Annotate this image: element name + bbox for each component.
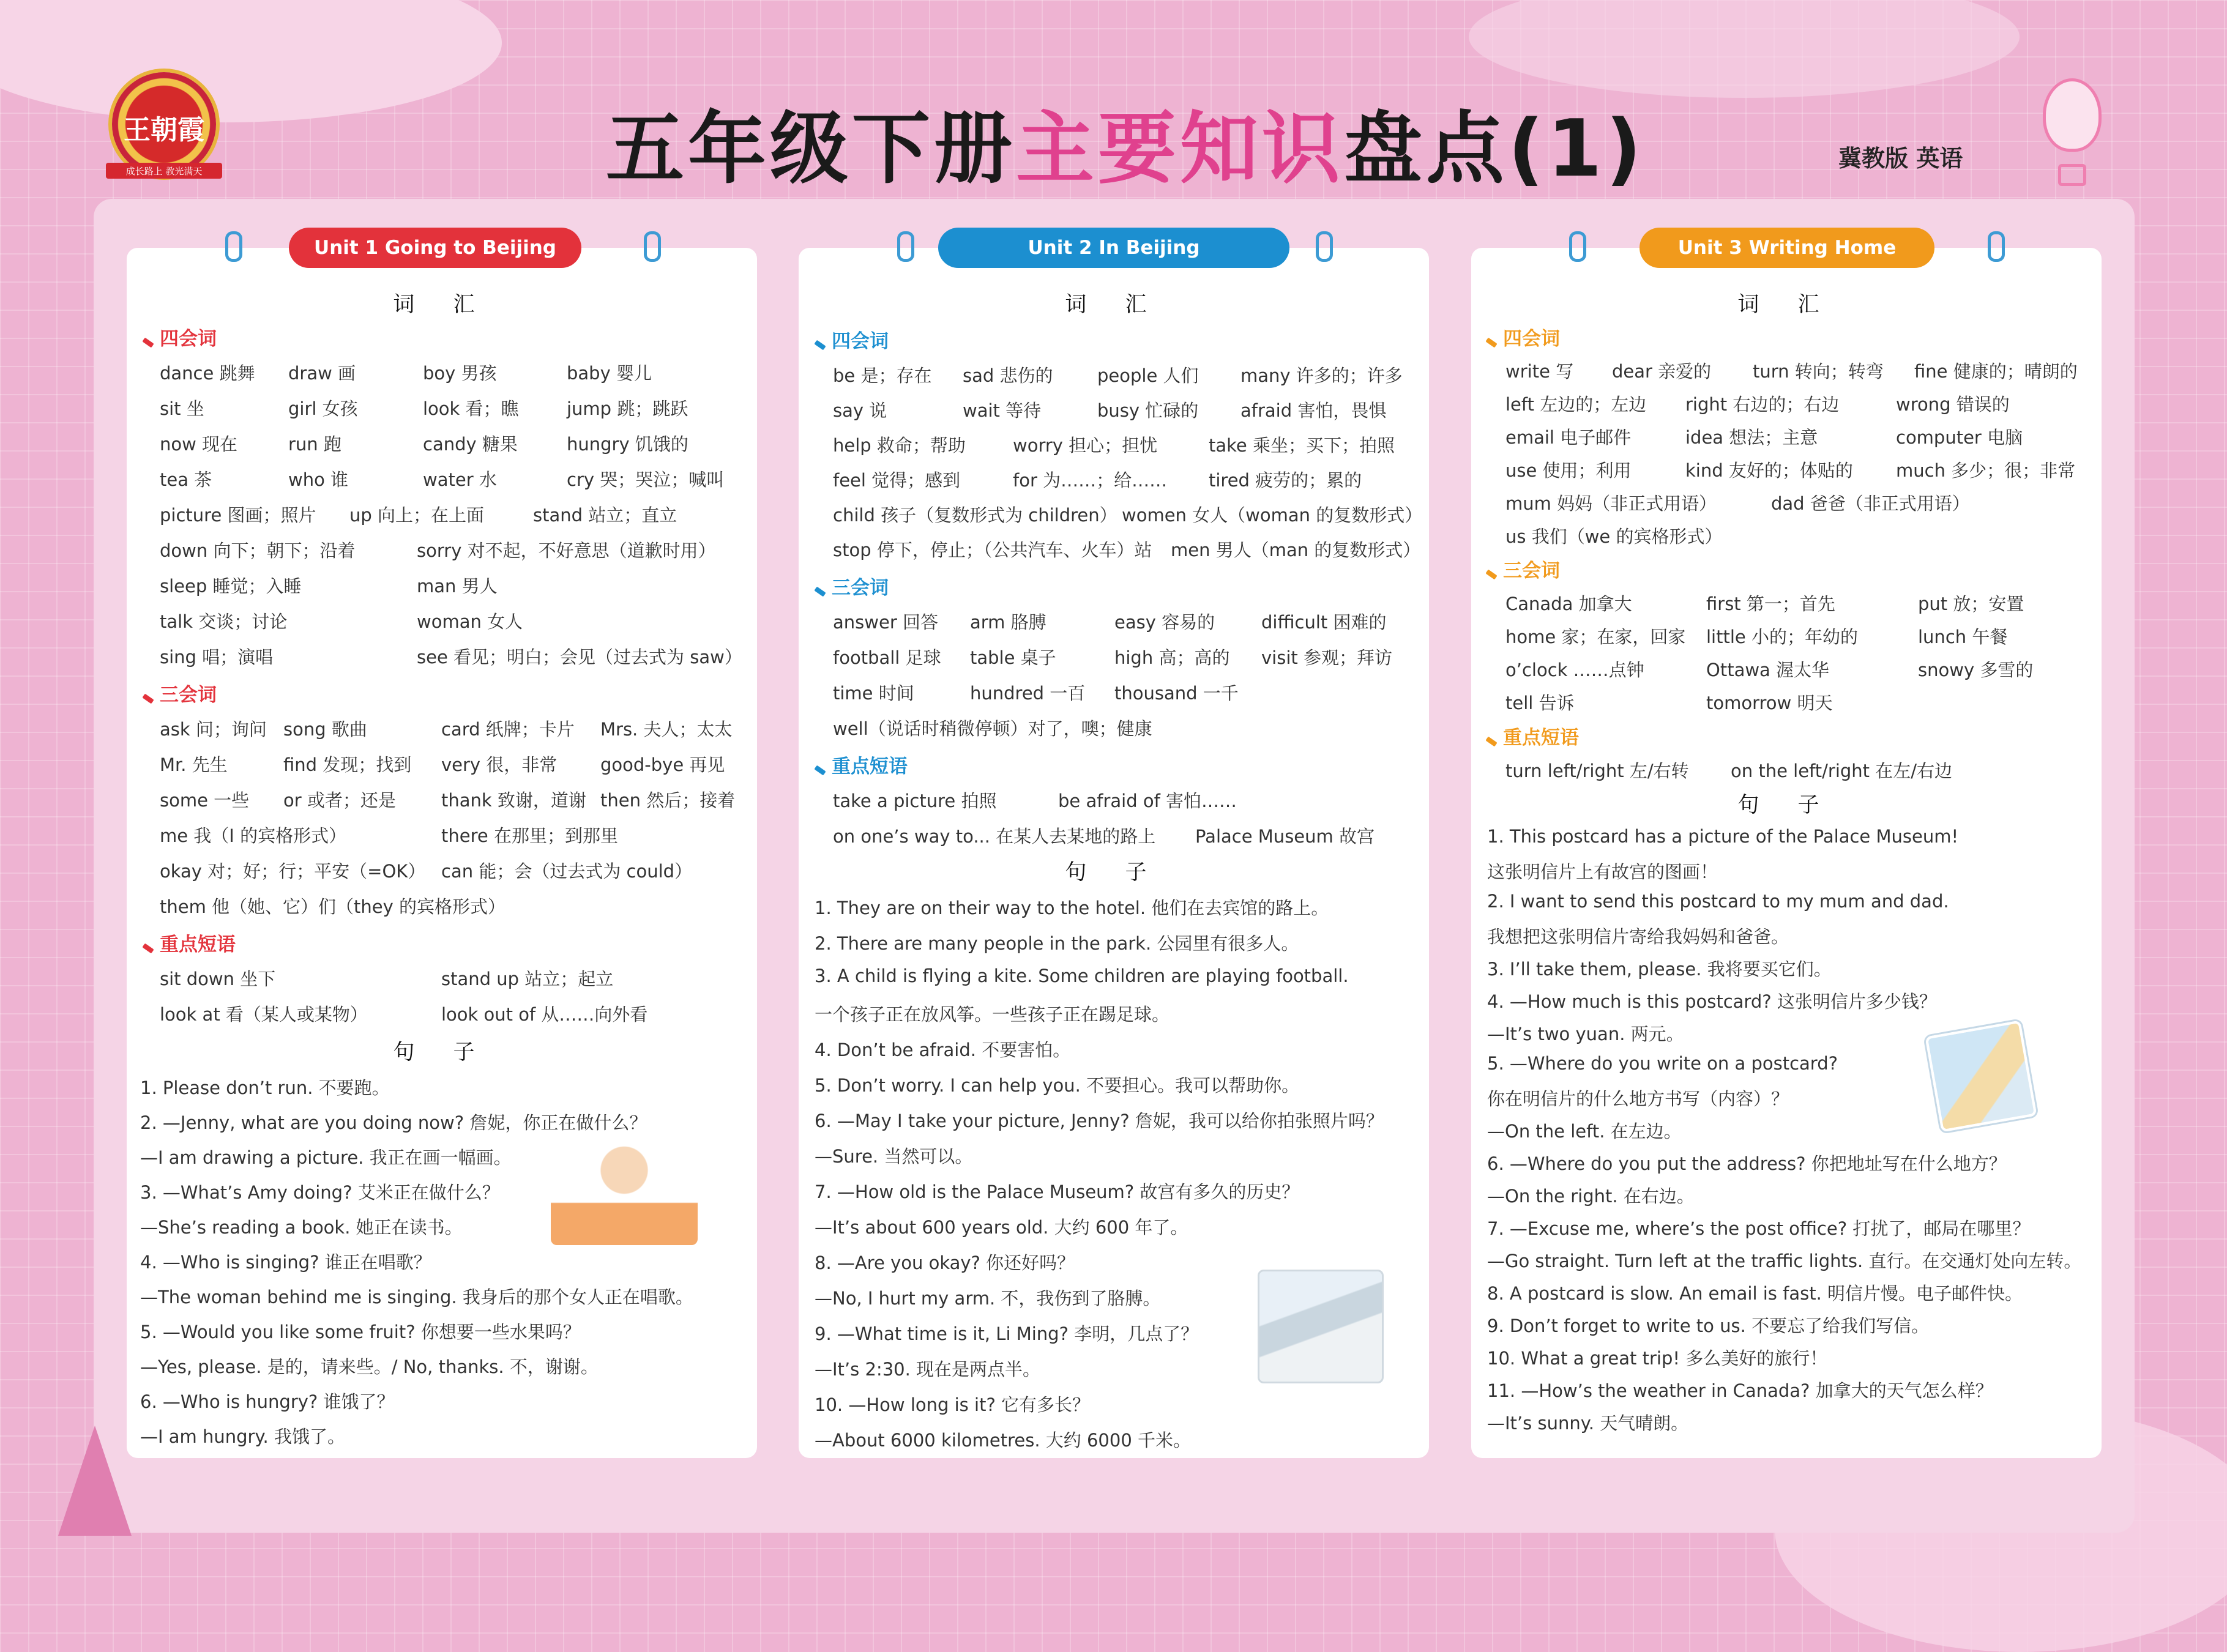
unit1-four-heading: 四会词 bbox=[143, 323, 217, 351]
vocab-item: dance 跳舞 bbox=[160, 363, 255, 384]
vocab-item: easy 容易的 bbox=[1114, 612, 1215, 633]
sentence-line: —Yes, please. 是的，请来些。/ No, thanks. 不，谢谢。 bbox=[140, 1356, 599, 1377]
sentence-line: —On the left. 在左边。 bbox=[1487, 1121, 1682, 1142]
unit3-four-heading: 四会词 bbox=[1486, 323, 1560, 351]
unit1-card bbox=[127, 248, 757, 1458]
vocab-item: sleep 睡觉；入睡 bbox=[160, 576, 302, 597]
vocab-item: down 向下；朝下；沿着 bbox=[160, 540, 356, 561]
vocab-item: thank 致谢，道谢 bbox=[441, 790, 586, 811]
sentence-line: —It’s sunny. 天气晴朗。 bbox=[1487, 1413, 1689, 1434]
sentence-line: 2. I want to send this postcard to my mum and dad. bbox=[1487, 891, 1949, 912]
vocab-item: use 使用；利用 bbox=[1505, 460, 1632, 481]
vocab-item: tea 茶 bbox=[160, 469, 212, 490]
sentence-line: 8. —Are you okay? 你还好吗？ bbox=[815, 1252, 1075, 1273]
vocab-item: tired 疲劳的；累的 bbox=[1209, 470, 1362, 491]
sentence-line: 5. Don’t worry. I can help you. 不要担心。我可以帮助你。 bbox=[815, 1075, 1300, 1096]
sentence-line: —Go straight. Turn left at the traffic lights. 直行。在交通灯处向左转。 bbox=[1487, 1251, 2082, 1271]
vocab-item: child 孩子（复数形式为 children） bbox=[833, 505, 1117, 526]
sentence-line: —It’s 2:30. 现在是两点半。 bbox=[815, 1359, 1041, 1380]
vocab-item: football 足球 bbox=[833, 647, 941, 668]
vocab-item: snowy 多雪的 bbox=[1918, 660, 2034, 680]
vocab-item: first 第一；首先 bbox=[1706, 593, 1835, 614]
vocab-item: wait 等待 bbox=[963, 400, 1042, 421]
vocab-item: dad 爸爸（非正式用语） bbox=[1771, 493, 1970, 514]
phrase-item: look out of 从……向外看 bbox=[441, 1004, 648, 1025]
vocab-item: okay 对；好；行；平安（=OK） bbox=[160, 861, 426, 882]
vocab-item: sorry 对不起，不好意思（道歉时用） bbox=[417, 540, 716, 561]
hot-air-balloon-icon bbox=[2043, 78, 2102, 152]
sentence-line: —About 6000 kilometres. 大约 6000 千米。 bbox=[815, 1430, 1192, 1451]
vocab-item: women 女人（woman 的复数形式） bbox=[1122, 505, 1423, 526]
sentence-line: 1. They are on their way to the hotel. 他们在去宾馆的路上。 bbox=[815, 898, 1329, 918]
vocab-item: look 看；瞧 bbox=[423, 398, 519, 419]
brand-logo bbox=[112, 72, 216, 176]
vocab-item: difficult 困难的 bbox=[1261, 612, 1387, 633]
vocab-item: turn 转向；转弯 bbox=[1753, 361, 1884, 382]
vocab-item: little 小的；年幼的 bbox=[1706, 627, 1858, 647]
sentence-line: 5. —Where do you write on a postcard? bbox=[1487, 1053, 1838, 1074]
balloon-basket-icon bbox=[2058, 164, 2086, 186]
sentence-line: —I am hungry. 我饿了。 bbox=[140, 1426, 345, 1447]
vocab-item: Canada 加拿大 bbox=[1505, 593, 1632, 614]
vocab-item: girl 女孩 bbox=[288, 398, 358, 419]
sentence-line: 7. —How old is the Palace Museum? 故宫有多久的历史？ bbox=[815, 1181, 1300, 1202]
vocab-item: home 家；在家，回家 bbox=[1505, 627, 1686, 647]
vocab-item: men 男人（man 的复数形式） bbox=[1171, 540, 1421, 560]
vocab-item: see 看见；明白；会见（过去式为 saw） bbox=[417, 647, 742, 668]
vocab-item: sing 唱；演唱 bbox=[160, 647, 274, 668]
vocab-item: Ottawa 渥太华 bbox=[1706, 660, 1830, 680]
unit3-label: Unit 3 Writing Home bbox=[1639, 228, 1934, 268]
vocab-item: left 左边的；左边 bbox=[1505, 394, 1647, 415]
edition-label: 冀教版 英语 bbox=[1838, 145, 1963, 172]
vocab-item: arm 胳膊 bbox=[970, 612, 1046, 633]
sentence-line: 2. There are many people in the park. 公园里有很多人。 bbox=[815, 933, 1299, 954]
sentence-line: —The woman behind me is singing. 我身后的那个女人正在唱歌。 bbox=[140, 1287, 693, 1308]
unit3-vocab-heading: 词 汇 bbox=[1737, 292, 1835, 317]
vocab-item: woman 女人 bbox=[417, 611, 523, 632]
sentence-line: —On the right. 在右边。 bbox=[1487, 1186, 1695, 1207]
phrase-item: Palace Museum 故宫 bbox=[1195, 826, 1375, 847]
vocab-item: boy 男孩 bbox=[423, 363, 497, 384]
cloud-decoration bbox=[0, 0, 502, 122]
vocab-item: thousand 一千 bbox=[1114, 683, 1239, 704]
phrase-item: on one’s way to... 在某人去某地的路上 bbox=[833, 826, 1156, 847]
vocab-item: for 为……；给…… bbox=[1013, 470, 1168, 491]
vocab-item: there 在那里；到那里 bbox=[441, 825, 618, 846]
vocab-item: worry 担心；担忧 bbox=[1013, 435, 1158, 456]
unit2-label: Unit 2 In Beijing bbox=[938, 228, 1289, 268]
unit2-four-heading: 四会词 bbox=[815, 326, 889, 353]
sentence-line: 6. —May I take your picture, Jenny? 詹妮，我可以给你拍张照片吗？ bbox=[815, 1111, 1384, 1131]
vocab-item: run 跑 bbox=[288, 434, 341, 455]
vocab-item: Mr. 先生 bbox=[160, 754, 228, 775]
vocab-item: high 高；高的 bbox=[1114, 647, 1230, 668]
vocab-item: much 多少；很；非常 bbox=[1896, 460, 2076, 481]
vocab-item: dear 亲爱的 bbox=[1612, 361, 1712, 382]
vocab-item: some 一些 bbox=[160, 790, 250, 811]
vocab-item: stop 停下，停止；（公共汽车、火车）站 bbox=[833, 540, 1152, 560]
sentence-line: 5. —Would you like some fruit? 你想要一些水果吗？ bbox=[140, 1322, 581, 1342]
sentence-line: —It’s about 600 years old. 大约 600 年了。 bbox=[815, 1217, 1188, 1238]
vocab-item: put 放；安置 bbox=[1918, 593, 2024, 614]
vocab-item: busy 忙碌的 bbox=[1097, 400, 1199, 421]
vocab-item: talk 交谈；讨论 bbox=[160, 611, 288, 632]
vocab-item: o’clock ……点钟 bbox=[1505, 660, 1644, 680]
vocab-item: jump 跳；跳跃 bbox=[567, 398, 688, 419]
vocab-item: say 说 bbox=[833, 400, 887, 421]
vocab-item: right 右边的；右边 bbox=[1685, 394, 1840, 415]
sentence-line: —It’s two yuan. 两元。 bbox=[1487, 1024, 1684, 1044]
vocab-item: baby 婴儿 bbox=[567, 363, 652, 384]
sentence-line: 9. —What time is it, Li Ming? 李明，几点了？ bbox=[815, 1323, 1199, 1344]
sentence-line: 6. —Who is hungry? 谁饿了？ bbox=[140, 1391, 395, 1412]
vocab-item: take 乘坐；买下；拍照 bbox=[1209, 435, 1395, 456]
vocab-item: sad 悲伤的 bbox=[963, 365, 1053, 386]
vocab-item: draw 画 bbox=[288, 363, 356, 384]
sentence-line: 1. Please don’t run. 不要跑。 bbox=[140, 1077, 390, 1098]
unit3-three-heading: 三会词 bbox=[1486, 555, 1560, 582]
vocab-item: be 是；存在 bbox=[833, 365, 932, 386]
vocab-item: sit 坐 bbox=[160, 398, 204, 419]
unit1-phrase-heading: 重点短语 bbox=[143, 929, 236, 956]
sentence-line: 8. A postcard is slow. An email is fast. 明信片慢。电子邮件快。 bbox=[1487, 1283, 2023, 1304]
vocab-item: kind 友好的；体贴的 bbox=[1685, 460, 1853, 481]
vocab-item: tomorrow 明天 bbox=[1706, 693, 1833, 713]
vocab-item: idea 想法；主意 bbox=[1685, 427, 1818, 448]
vocab-item: tell 告诉 bbox=[1505, 693, 1575, 713]
sentence-line: 3. I’ll take them, please. 我将要买它们。 bbox=[1487, 959, 1832, 980]
sentence-line: 我想把这张明信片寄给我妈妈和爸爸。 bbox=[1487, 926, 1789, 947]
sentence-line: 这张明信片上有故宫的图画！ bbox=[1487, 861, 1718, 882]
sentence-line: 2. —Jenny, what are you doing now? 詹妮，你正在做什么？ bbox=[140, 1112, 647, 1133]
phrase-item: on the left/right 在左/右边 bbox=[1731, 761, 1953, 781]
unit2-phrase-heading: 重点短语 bbox=[815, 751, 908, 778]
vocab-item: us 我们（we 的宾格形式） bbox=[1505, 526, 1723, 547]
girl-reading-illustration bbox=[551, 1138, 698, 1245]
binder-ring-icon bbox=[1569, 231, 1586, 262]
vocab-item: feel 觉得；感到 bbox=[833, 470, 961, 491]
sentence-line: 6. —Where do you put the address? 你把地址写在什么地方？ bbox=[1487, 1153, 2007, 1174]
unit1-three-heading: 三会词 bbox=[143, 679, 217, 707]
sentence-line: 1. This postcard has a picture of the Palace Museum! bbox=[1487, 826, 1959, 847]
vocab-item: or 或者；还是 bbox=[283, 790, 396, 811]
vocab-item: Mrs. 夫人；太太 bbox=[600, 719, 733, 740]
vocab-item: many 许多的；许多 bbox=[1240, 365, 1403, 386]
sentence-line: 11. —How’s the weather in Canada? 加拿大的天气怎么样？ bbox=[1487, 1380, 1993, 1401]
binder-ring-icon bbox=[225, 231, 242, 262]
vocab-item: write 写 bbox=[1505, 361, 1574, 382]
phrase-item: sit down 坐下 bbox=[160, 969, 276, 989]
page-title: 五年级下册主要知识盘点(1) bbox=[606, 103, 1646, 195]
vocab-item: picture 图画；照片 bbox=[160, 505, 316, 526]
sentence-line: 7. —Excuse me, where’s the post office? 打扰了，邮局在哪里？ bbox=[1487, 1218, 2031, 1239]
vocab-item: people 人们 bbox=[1097, 365, 1199, 386]
vocab-item: hungry 饥饿的 bbox=[567, 434, 688, 455]
vocab-item: hundred 一百 bbox=[970, 683, 1086, 704]
sentence-line: —Sure. 当然可以。 bbox=[815, 1146, 973, 1167]
unit1-label: Unit 1 Going to Beijing bbox=[289, 228, 581, 268]
vocab-item: afraid 害怕，畏惧 bbox=[1240, 400, 1387, 421]
vocab-item: now 现在 bbox=[160, 434, 238, 455]
phrase-item: take a picture 拍照 bbox=[833, 791, 997, 811]
tree-decoration bbox=[58, 1426, 132, 1536]
vocab-item: help 救命；帮助 bbox=[833, 435, 966, 456]
vocab-item: lunch 午餐 bbox=[1918, 627, 2008, 647]
unit1-sentence-heading: 句 子 bbox=[393, 1040, 491, 1065]
sentence-line: 10. —How long is it? 它有多长？ bbox=[815, 1394, 1091, 1415]
phrase-item: look at 看（某人或某物） bbox=[160, 1004, 368, 1025]
vocab-item: time 时间 bbox=[833, 683, 914, 704]
vocab-item: table 桌子 bbox=[970, 647, 1056, 668]
unit2-vocab-heading: 词 汇 bbox=[1065, 292, 1163, 317]
vocab-item: candy 糖果 bbox=[423, 434, 518, 455]
unit3-sentence-heading: 句 子 bbox=[1737, 793, 1835, 817]
binder-ring-icon bbox=[1988, 231, 2005, 262]
vocab-item: email 电子邮件 bbox=[1505, 427, 1632, 448]
vocab-item: computer 电脑 bbox=[1896, 427, 2023, 448]
vocab-item: me 我（I 的宾格形式） bbox=[160, 825, 347, 846]
vocab-item: then 然后；接着 bbox=[600, 790, 736, 811]
vocab-item: mum 妈妈（非正式用语） bbox=[1505, 493, 1717, 514]
vocab-item: can 能；会（过去式为 could） bbox=[441, 861, 693, 882]
sentence-line: 4. —How much is this postcard? 这张明信片多少钱？ bbox=[1487, 991, 1937, 1012]
phrase-item: be afraid of 害怕…… bbox=[1058, 791, 1237, 811]
vocab-item: man 男人 bbox=[417, 576, 498, 597]
vocab-item: up 向上；在上面 bbox=[349, 505, 485, 526]
vocab-item: wrong 错误的 bbox=[1896, 394, 2010, 415]
unit2-three-heading: 三会词 bbox=[815, 572, 889, 600]
vocab-item: card 纸牌；卡片 bbox=[441, 719, 575, 740]
phrase-item: turn left/right 左/右转 bbox=[1505, 761, 1689, 781]
vocab-item: good-bye 再见 bbox=[600, 754, 725, 775]
vocab-item: song 歌曲 bbox=[283, 719, 367, 740]
vocab-item: stand 站立；直立 bbox=[533, 505, 677, 526]
unit1-vocab-heading: 词 汇 bbox=[393, 292, 491, 317]
binder-ring-icon bbox=[897, 231, 914, 262]
sentence-line: —I am drawing a picture. 我正在画一幅画。 bbox=[140, 1147, 512, 1168]
sentence-line: 3. A child is flying a kite. Some children are playing football. bbox=[815, 966, 1349, 986]
vocab-item: them 他（她、它）们（they 的宾格形式） bbox=[160, 896, 506, 917]
cloud-decoration bbox=[1469, 0, 2020, 98]
binder-ring-icon bbox=[644, 231, 661, 262]
vocab-item: answer 回答 bbox=[833, 612, 938, 633]
sentence-line: 你在明信片的什么地方书写（内容）？ bbox=[1487, 1088, 1789, 1109]
great-wall-illustration bbox=[1258, 1270, 1384, 1383]
vocab-item: cry 哭；哭泣；喊叫 bbox=[567, 469, 725, 490]
vocab-item: ask 问；询问 bbox=[160, 719, 267, 740]
sentence-line: 3. —What’s Amy doing? 艾米正在做什么？ bbox=[140, 1182, 500, 1203]
postcard-illustration bbox=[1925, 1020, 2037, 1132]
unit2-sentence-heading: 句 子 bbox=[1065, 860, 1163, 885]
unit3-phrase-heading: 重点短语 bbox=[1486, 722, 1579, 750]
phrase-item: stand up 站立；起立 bbox=[441, 969, 614, 989]
sentence-line: 9. Don’t forget to write to us. 不要忘了给我们写信。 bbox=[1487, 1315, 1930, 1336]
vocab-item: visit 参观；拜访 bbox=[1261, 647, 1392, 668]
logo-text: 王朝霞 bbox=[124, 114, 204, 146]
logo-ribbon: 成长路上 教光满天 bbox=[106, 163, 222, 179]
vocab-item: well（说话时稍微停顿）对了，噢；健康 bbox=[833, 718, 1152, 739]
sentence-line: 4. Don’t be afraid. 不要害怕。 bbox=[815, 1040, 1071, 1060]
vocab-item: water 水 bbox=[423, 469, 497, 490]
sentence-line: 10. What a great trip! 多么美好的旅行！ bbox=[1487, 1348, 1828, 1369]
sentence-line: —No, I hurt my arm. 不，我伤到了胳膊。 bbox=[815, 1288, 1161, 1309]
sentence-line: 4. —Who is singing? 谁正在唱歌？ bbox=[140, 1252, 431, 1273]
vocab-item: fine 健康的；晴朗的 bbox=[1914, 361, 2078, 382]
vocab-item: very 很，非常 bbox=[441, 754, 558, 775]
sentence-line: —She’s reading a book. 她正在读书。 bbox=[140, 1217, 463, 1238]
vocab-item: who 谁 bbox=[288, 469, 349, 490]
binder-ring-icon bbox=[1316, 231, 1333, 262]
vocab-item: find 发现；找到 bbox=[283, 754, 412, 775]
sentence-line: 一个孩子正在放风筝。一些孩子正在踢足球。 bbox=[815, 1004, 1170, 1025]
